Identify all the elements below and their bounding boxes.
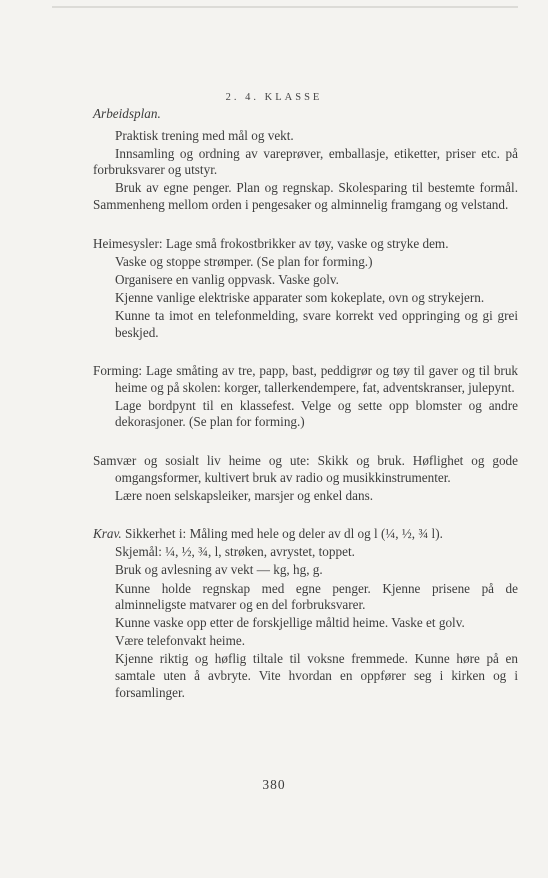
section-paragraph: Lære noen selskapsleiker, marsjer og enkel dans. bbox=[115, 487, 374, 503]
section-lead: Heimesysler: bbox=[93, 235, 163, 251]
section-paragraph: Lage bordpynt til en klassefest. Velge og sette opp blomster og andre dekorasjoner. (Se plan for forming.) bbox=[115, 397, 518, 430]
section-paragraph: Kunne vaske opp etter de forskjellige måltid heime. Vaske et golv. bbox=[115, 615, 465, 631]
section-first-text: Skikk og bruk. Høflighet og gode omgangsformer, kultivert bruk av radio og musikkinstrumenter. bbox=[115, 453, 518, 485]
section-samvaer bbox=[93, 453, 518, 504]
section-paragraph: Bruk og avlesning av vekt — kg, hg, g. bbox=[115, 562, 323, 578]
page-number: 380 bbox=[262, 777, 286, 792]
top-rule bbox=[52, 6, 518, 8]
section-first-text: Sikkerhet i: Måling med hele og deler av dl og l (¼, ½, ¾ l). bbox=[125, 526, 443, 542]
section-lead: Krav. bbox=[93, 526, 122, 542]
section-first-paragraph bbox=[93, 236, 518, 253]
section-first-text: Lage småting av tre, papp, bast, peddigrør og tøy til gaver og til bruk heime og på skolen: korger, tallerkendempere, fat, adventskranser, julepynt. bbox=[115, 363, 519, 395]
section-lead: Forming: bbox=[93, 363, 143, 379]
intro-paragraph: Praktisk trening med mål og vekt. bbox=[115, 127, 294, 143]
section-krav bbox=[93, 526, 518, 701]
intro-paragraph: Innsamling og ordning av vareprøver, emballasje, etiketter, priser etc. på forbruksvarer og utstyr. bbox=[93, 145, 518, 178]
section-forming bbox=[93, 363, 518, 431]
section-paragraph: Kjenne vanlige elektriske apparater som kokeplate, ovn og strykejern. bbox=[115, 289, 485, 305]
section-paragraph: Skjemål: ¼, ½, ¾, l, strøken, avrystet, toppet. bbox=[115, 544, 355, 560]
intro-paragraph: Bruk av egne penger. Plan og regnskap. Skolesparing til bestemte formål. Sammenheng mellom orden i pengesaker og alminnelig framgang og velstand. bbox=[93, 180, 518, 212]
section-first-paragraph bbox=[93, 453, 518, 486]
section-first-paragraph bbox=[93, 526, 518, 543]
section-paragraph: Kunne holde regnskap med egne penger. Kjenne prisene på de alminneligste matvarer og en del forbruksvarer. bbox=[115, 580, 518, 613]
intro-block bbox=[93, 128, 518, 214]
page-header: 2. 4. KLASSE bbox=[225, 92, 323, 103]
section-first-paragraph bbox=[93, 363, 518, 396]
section-paragraph: Kunne ta imot en telefonmelding, svare korrekt ved oppringing og gi grei beskjed. bbox=[115, 307, 518, 340]
section-lead: Samvær og sosialt liv heime og ute: bbox=[93, 453, 310, 468]
subtitle: Arbeidsplan. bbox=[93, 106, 161, 121]
section-paragraph: Kjenne riktig og høflig tiltale til voksne fremmede. Kunne høre på en samtale uten å avbryte. Vite hvordan en oppfører seg i kirken og i forsamlinger. bbox=[115, 651, 518, 700]
section-paragraph: Vaske og stoppe strømper. (Se plan for forming.) bbox=[115, 253, 373, 269]
section-paragraph: Være telefonvakt heime. bbox=[115, 633, 245, 649]
section-heimesysler bbox=[93, 236, 518, 342]
section-first-text: Lage små frokostbrikker av tøy, vaske og stryke dem. bbox=[165, 235, 449, 251]
page-body bbox=[93, 106, 518, 703]
section-paragraph: Organisere en vanlig oppvask. Vaske golv. bbox=[115, 271, 339, 287]
